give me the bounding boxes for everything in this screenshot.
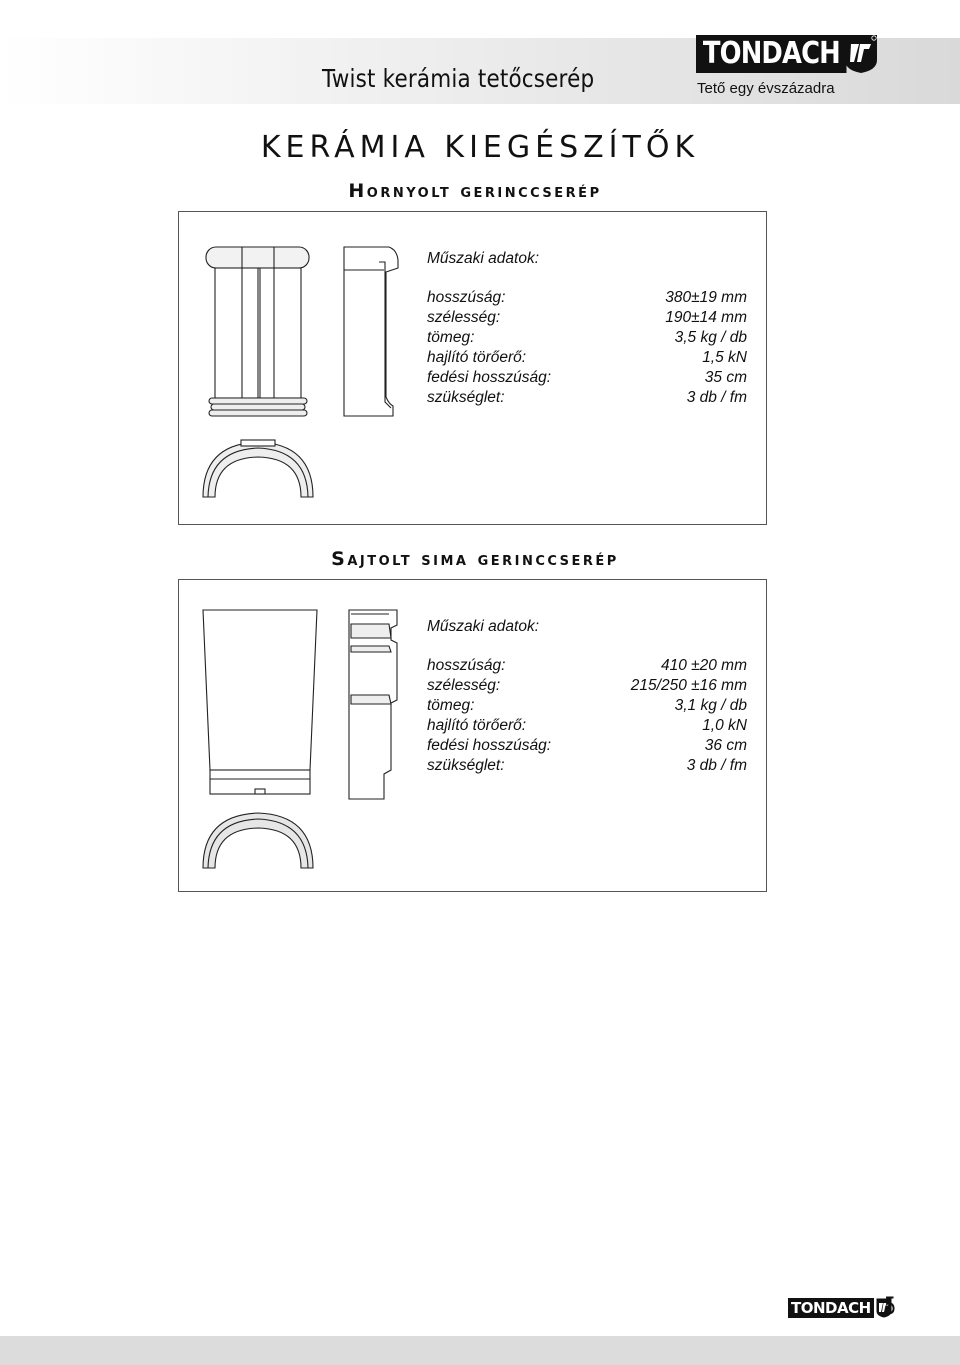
spec-value: 36 cm xyxy=(704,737,747,754)
spec-value: 1,0 kN xyxy=(702,717,747,734)
spec-value: 190±14 mm xyxy=(665,309,747,326)
spec-value: 410 ±20 mm xyxy=(660,657,747,674)
spec-row xyxy=(427,368,747,388)
spec-row xyxy=(427,328,747,348)
spec-label: szélesség: xyxy=(427,677,501,694)
brand-shield-icon xyxy=(844,34,878,74)
sajtolt-cross-section xyxy=(203,813,313,868)
panel-hornyolt xyxy=(178,211,767,525)
sajtolt-front-view xyxy=(203,610,317,794)
spec-row xyxy=(427,756,747,776)
spec-row xyxy=(427,348,747,368)
spec-value: 3,1 kg / db xyxy=(674,697,747,714)
specs-title: Műszaki adatok: xyxy=(427,618,539,635)
spec-value: 3,5 kg / db xyxy=(674,329,747,346)
specs-sajtolt xyxy=(427,618,747,776)
footer-band xyxy=(0,1336,960,1365)
spec-label: szélesség: xyxy=(427,309,501,326)
spec-label: tömeg: xyxy=(427,329,475,346)
spec-row xyxy=(427,736,747,756)
spec-label: szükséglet: xyxy=(427,757,505,774)
spec-label: hajlító törőerő: xyxy=(427,349,527,366)
spec-value: 1,5 kN xyxy=(702,349,747,366)
spec-row xyxy=(427,308,747,328)
document-title: Twist kerámia tetőcserép xyxy=(322,64,595,93)
spec-row xyxy=(427,388,747,408)
brand-logo xyxy=(696,34,878,74)
hornyolt-side-view xyxy=(344,247,398,416)
spec-row xyxy=(427,716,747,736)
spec-label: hosszúság: xyxy=(427,289,506,306)
spec-label: fedési hosszúság: xyxy=(427,737,552,754)
specs-title: Műszaki adatok: xyxy=(427,250,539,267)
hornyolt-cross-section xyxy=(203,440,313,497)
spec-value: 215/250 ±16 mm xyxy=(630,677,747,694)
spec-label: szükséglet: xyxy=(427,389,505,406)
sajtolt-side-view xyxy=(349,610,397,799)
spec-value: 35 cm xyxy=(704,369,747,386)
footer-logo xyxy=(788,1298,892,1318)
section-heading-hornyolt: Hornyolt gerinccserép xyxy=(348,180,602,202)
spec-row xyxy=(427,656,747,676)
spec-label: tömeg: xyxy=(427,697,475,714)
footer-logo-wordmark: TONDACH xyxy=(788,1298,874,1318)
section-heading-sajtolt: Sajtolt sima gerinccserép xyxy=(331,548,619,570)
spec-label: hajlító törőerő: xyxy=(427,717,527,734)
hornyolt-front-view xyxy=(206,247,309,416)
spec-value: 3 db / fm xyxy=(686,389,747,406)
specs-hornyolt xyxy=(427,250,747,408)
spec-row xyxy=(427,696,747,716)
spec-value: 3 db / fm xyxy=(686,757,747,774)
page-number: 5 xyxy=(884,1292,897,1320)
spec-label: fedési hosszúság: xyxy=(427,369,552,386)
main-heading: KERÁMIA KIEGÉSZÍTŐK xyxy=(260,130,700,165)
brand-slogan: Tető egy évszázadra xyxy=(697,80,835,97)
spec-row xyxy=(427,676,747,696)
spec-label: hosszúság: xyxy=(427,657,506,674)
brand-logo-wordmark: TONDACH xyxy=(696,35,847,73)
panel-sajtolt xyxy=(178,579,767,892)
spec-row xyxy=(427,288,747,308)
spec-value: 380±19 mm xyxy=(665,289,747,306)
